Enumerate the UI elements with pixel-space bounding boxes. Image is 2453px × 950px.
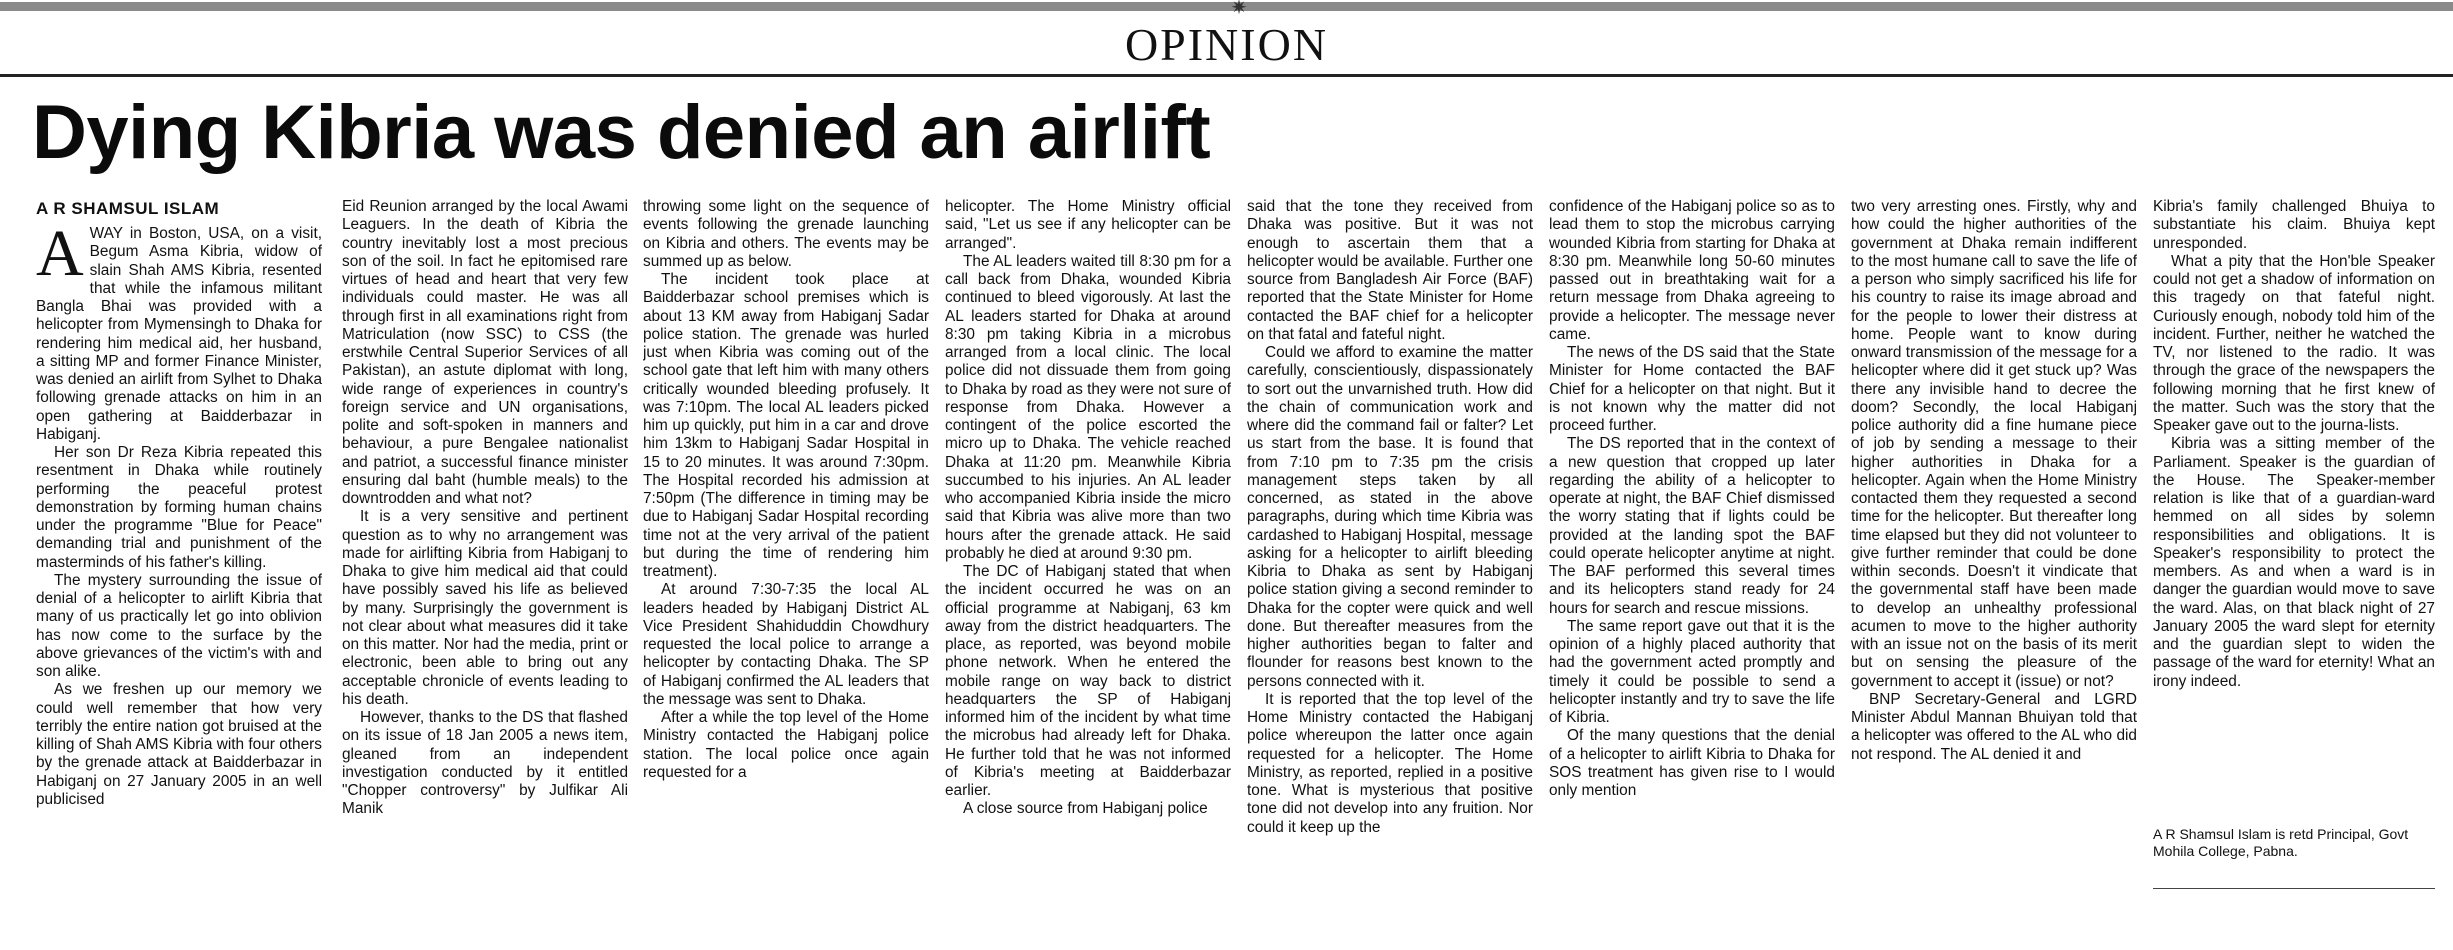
paragraph: What a pity that the Hon'ble Speaker could not get a shadow of information on this tragedy on that fateful night. Curiously enough, nobody told him of the incident. Further, neither he watched the TV, nor listened to the radio. It was through the grace of the newspapers the following morning that he first knew of the matter. Such was the story that the Speaker gave out to the journa-lists. (2153, 252, 2435, 434)
section-rule (0, 74, 2453, 77)
paragraph: Of the many questions that the denial of a helicopter to airlift Kibria to Dhaka for SOS treatment has given rise to I would only mention (1549, 727, 1835, 799)
paragraph: Eid Reunion arranged by the local Awami Leaguers. In the death of Kibria the country inevitably lost a most precious son of the soil. In fact he epitomised rare virtues of head and heart that very few individuals could master. He was all through first in all examinations right from Matriculation (now SSC) to CSS (the erstwhile Central Superior Services of all Pakistan), an astute diplomat with long, wide range of experiences in country's foreign service and UN organisations, polite and soft-spoken in manners and behaviour, a pure Bengalee nationalist and patriot, a successful finance minister ensuring dal baht (humble meals) to the downtrodden and what not? (342, 198, 628, 507)
sun-ornament-icon: ✷ (1230, 0, 1248, 19)
paragraph: At around 7:30-7:35 the local AL leaders headed by Habiganj District AL Vice President Shahiduddin Chowdhury requested the local police to arrange a helicopter by contacting Dhaka. The SP of Habiganj confirmed the AL leaders that the message was sent to Dhaka. (643, 581, 929, 708)
paragraph: two very arresting ones. Firstly, why and how could the higher authorities of the government at Dhaka remain indifferent to the most humane call to save the life of a person who simply sacrificed his life for his country to raise its image abroad and for the people to lower their distress at home. People want to know during onward transmission of the message for a helicopter where did it get stuck up? Was there any invisible hand to decree the doom? Secondly, the local Habiganj police authority did a fine humane piece of job by sending a message to their higher authorities in Dhaka for a helicopter. Again when the Home Ministry contacted them they requested a second time for the helicopter. But thereafter long time elapsed but they did not volunteer to give further reminder that could be done within seconds. Doesn't it vindicate that the governmental staff have been made to develop an unhealthy professional acumen to move to the higher authority with an issue not on the basis of its merit but on sensing the pleasure of the government to accept it (issue) or not? (1851, 198, 2137, 690)
paragraph: The same report gave out that it is the opinion of a highly placed authority that had the government acted promptly and timely it could be possible to send a helicopter instantly and try to save the life of Kibria. (1549, 617, 1835, 726)
paragraph: After a while the top level of the Home Ministry contacted the Habiganj police station. The local police once again requested for a (643, 709, 929, 781)
paragraph: BNP Secretary-General and LGRD Minister Abdul Mannan Bhuiyan told that a helicopter was offered to the AL who did not respond. The AL denied it and (1851, 690, 2137, 763)
paragraph: Could we afford to examine the matter carefully, conscientiously, dispassionately to sort out the unvarnished truth. How did the chain of communication work and where did the command fail or falter? Let us start from the base. It is found that from 7:10 pm to 7:35 pm the crisis management steps taken by all concerned, as stated in the above paragraphs, during which time Kibria was cardashed to Habiganj Hospital, message asking for a helicopter to airlift bleeding Kibria to Dhaka as sent by Habiganj police station giving a second reminder to Dhaka for the copter were quick and well done. But thereafter measures from the higher authorities began to falter and flounder for reasons best known to the persons connected with it. (1247, 344, 1533, 690)
column-1 (36, 225, 322, 950)
paragraph: The news of the DS said that the State Minister for Home contacted the BAF Chief for a helicopter on that night. But it is not known why the matter did not proceed further. (1549, 344, 1835, 434)
byline: A R SHAMSUL ISLAM (36, 199, 220, 218)
paragraph: AWAY in Boston, USA, on a visit, Begum Asma Kibria, widow of slain Shah AMS Kibria, resented that while the infamous militant Bangla Bhai was provided with a helicopter from Mymensingh to Dhaka for rendering him medical aid, her husband, a sitting MP and former Finance Minister, was denied an airlift from Sylhet to Dhaka following grenade attacks on him in an open gathering at Baidderbazar in Habiganj. (36, 225, 322, 443)
column-4 (945, 198, 1231, 950)
paragraph: helicopter. The Home Ministry official said, "Let us see if any helicopter can be arranged". (945, 198, 1231, 252)
column-6 (1549, 198, 1835, 950)
headline: Dying Kibria was denied an airlift (32, 90, 1211, 175)
drop-cap: A (36, 225, 84, 290)
section-label-text: OPINION (1124, 19, 1329, 70)
paragraph: Kibria's family challenged Bhuiya to substantiate his claim. Bhuiya kept unresponded. (2153, 198, 2435, 252)
paragraph: Kibria was a sitting member of the Parliament. Speaker is the guardian of the House. The Speaker-member relation is like that of a guardian-ward hemmed on all sides by solemn responsibilities and obligations. It is Speaker's responsibility to protect the members. As and when a ward is in danger the guardian would move to save the ward. Alas, on that black night of 27 January 2005 the ward slept for eternity and the guardian slept to widen the passage of the ward for eternity! What an irony indeed. (2153, 435, 2435, 690)
column-2 (342, 198, 628, 950)
paragraph: said that the tone they received from Dhaka was positive. But it was not enough to ascertain them that a helicopter would be available. Further one source from Bangladesh Air Force (BAF) reported that the State Minister for Home contacted the BAF chief for a helicopter on that fatal and fateful night. (1247, 198, 1533, 343)
author-note: A R Shamsul Islam is retd Principal, Govt Mohila College, Pabna. (2153, 826, 2409, 859)
paragraph: It is a very sensitive and pertinent question as to why no arrangement was made for airlifting Kibria from Habiganj to Dhaka to give him medical aid that could have possibly saved his life as believed by many. Surprisingly the government is not clear about what measures did it take on this matter. Nor had the media, print or electronic, been able to bring out any acceptable chronicle of events leading to his death. (342, 508, 628, 708)
paragraph: However, thanks to the DS that flashed on its issue of 18 Jan 2005 a news item, gleaned from an independent investigation conducted by it entitled "Chopper controversy" by Julfikar Ali Manik (342, 709, 628, 818)
paragraph: throwing some light on the sequence of events following the grenade launching on Kibria and others. The events may be summed up as below. (643, 198, 929, 270)
column-3 (643, 198, 929, 950)
paragraph: The incident took place at Baidderbazar school premises which is about 13 KM away from Habiganj Sadar police station. The grenade was hurled just when Kibria was coming out of the school gate that left him with many others critically wounded bleeding profusely. It was 7:10pm. The local AL leaders picked him up quickly, put him in a car and drove him 13km to Habiganj Sadar Hospital in 15 to 20 minutes. It was around 7:30pm. The Hospital recorded his admission at 7:50pm (The difference in timing may be due to Habiganj Sadar Hospital recording time not at the very arrival of the patient but during the time of rendering him treatment). (643, 271, 929, 580)
paragraph: The AL leaders waited till 8:30 pm for a call back from Dhaka, wounded Kibria continued to bleed vigorously. At last the AL leaders started for Dhaka at around 8:30 pm taking Kibria in a microbus arranged from a local clinic. The local police did not dissuade them from going to Dhaka by road as they were not sure of response from Dhaka. However a contingent of the police escorted the micro up to Dhaka. The vehicle reached Dhaka at 11:20 pm. Meanwhile Kibria succumbed to his injuries. An AL leader who accompanied Kibria inside the micro said that Kibria was alive more than two hours after the grenade attack. He said probably he died at around 9:30 pm. (945, 252, 1231, 562)
column-7 (1851, 198, 2137, 950)
paragraph: As we freshen up our memory we could well remember that how very terribly the entire nation got bruised at the killing of Shah AMS Kibria with four others by the grenade attack at Baidderbazar in Habiganj on 27 January 2005 in an well publicised (36, 681, 322, 808)
column-5 (1247, 198, 1533, 950)
end-rule (2153, 888, 2435, 889)
paragraph: A close source from Habiganj police (963, 800, 1208, 818)
paragraph: It is reported that the top level of the Home Ministry contacted the Habiganj police whereupon the latter once again requested for a helicopter. The Home Ministry, as reported, replied in a positive tone. What is mysterious that positive tone did not develop into any fruition. Nor could it keep up the (1247, 690, 1533, 836)
paragraph: confidence of the Habiganj police so as to lead them to stop the microbus carrying wounded Kibria from starting for Dhaka at 8:30 pm. Meanwhile long 50-60 minutes passed out in breathtaking wait for a return message from Dhaka agreeing to provide a helicopter. The message never came. (1549, 198, 1835, 343)
paragraph: Her son Dr Reza Kibria repeated this resentment in Dhaka while routinely performing the peaceful protest demonstration by forming human chains under the programme "Blue for Peace" demanding trial and punishment of the masterminds of his father's killing. (36, 444, 322, 571)
section-label (0, 18, 2453, 72)
paragraph: The DS reported that in the context of a new question that cropped up later regarding the ability of a helicopter to operate at night, the BAF Chief dismissed the worry stating that if lights could be provided at the landing spot the BAF could operate helicopter anytime at night. The BAF performed this several times and its helicopters stand ready for 24 hours for search and rescue missions. (1549, 435, 1835, 617)
paragraph: The mystery surrounding the issue of denial of a helicopter to airlift Kibria that many of us practically let go into oblivion has now come to the surface by the above grievances of the victim's with and son alike. (36, 571, 322, 680)
paragraph: The DC of Habiganj stated that when the incident occurred he was on an official programme at Nabiganj, 63 km away from the district headquarters. The place, as reported, was beyond mobile phone network. When he entered the mobile range on way back to district headquarters the SP of Habiganj informed him of the incident by what time the microbus had already left for Dhaka. He further told that he was not informed of Kibria's meeting at Baidderbazar earlier. (945, 563, 1231, 799)
